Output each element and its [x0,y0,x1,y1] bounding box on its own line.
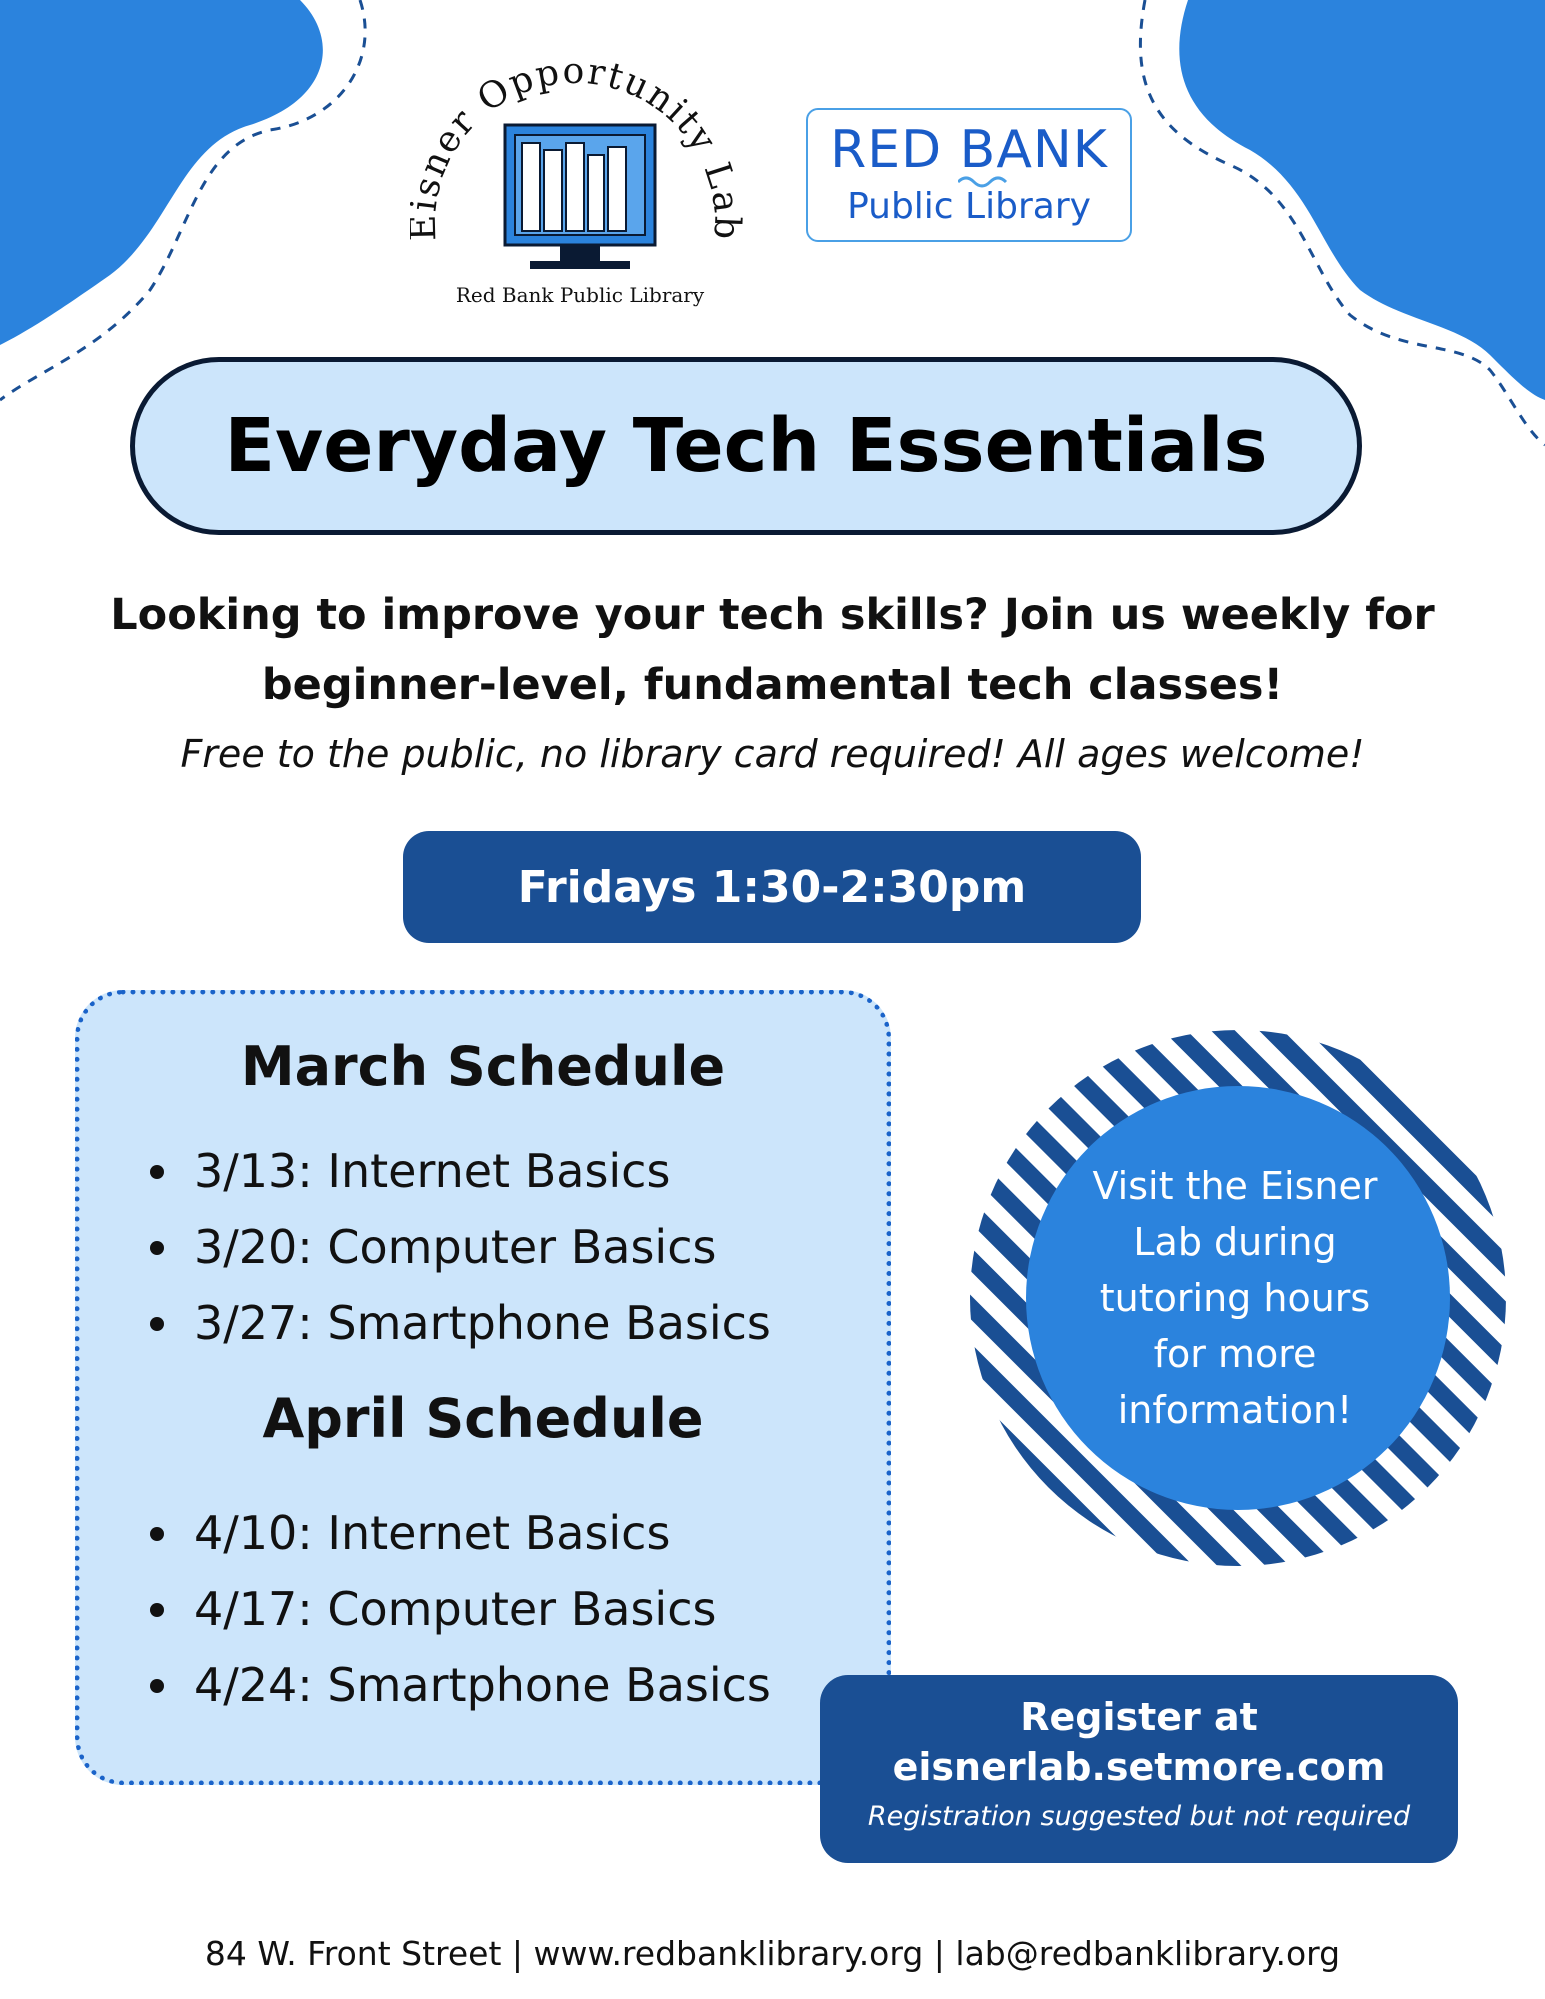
march-heading: March Schedule [240,1035,726,1098]
red-bank-logo [806,108,1132,242]
bullet-icon [150,1317,164,1331]
march-list [150,1133,771,1361]
bullet-icon [150,1679,164,1693]
list-item: 4/24: Smartphone Basics [150,1647,771,1723]
intro-line-2: beginner-level, fundamental tech classes! [261,660,1284,710]
list-item: 3/27: Smartphone Basics [150,1285,771,1361]
page-title: Everyday Tech Essentials [130,357,1362,535]
bullet-icon [150,1603,164,1617]
callout-line: information! [1117,1388,1353,1432]
register-panel [820,1675,1458,1863]
red-bank-logo-line1: RED BANK [830,120,1108,180]
eisner-emblem [410,55,750,285]
bullet-icon [150,1527,164,1541]
register-link[interactable]: eisnerlab.setmore.com [892,1745,1386,1789]
schedule-panel [75,990,891,1785]
callout-line: for more [1153,1332,1317,1376]
eisner-lab-logo [410,55,750,315]
register-note: Registration suggested but not required [867,1801,1411,1832]
intro-text [40,580,1505,720]
monitor-books-icon [505,125,655,269]
red-bank-logo-line2: Public Library [847,186,1091,227]
list-item: 4/17: Computer Basics [150,1571,771,1647]
register-label: Register at [1020,1695,1258,1739]
list-item: 4/10: Internet Basics [150,1495,771,1571]
time-badge: Fridays 1:30-2:30pm [403,831,1141,943]
callout-line: tutoring hours [1099,1276,1371,1320]
bullet-icon [150,1165,164,1179]
callout-line: Visit the Eisner [1092,1164,1378,1208]
callout-text [1025,1158,1445,1438]
eisner-subtitle: Red Bank Public Library [455,283,705,307]
callout-line: Lab during [1133,1220,1337,1264]
april-list [150,1495,771,1723]
footer-contact: 84 W. Front Street | www.redbanklibrary.org | lab@redbanklibrary.org [204,1934,1341,1973]
april-heading: April Schedule [262,1387,704,1450]
eisner-arc-text: sner Opportunity Lab [410,55,748,242]
bullet-icon [150,1241,164,1255]
list-item: 3/20: Computer Basics [150,1209,771,1285]
intro-line-1: Looking to improve your tech skills? Join us weekly for [110,590,1435,640]
list-item: 3/13: Internet Basics [150,1133,771,1209]
intro-italic: Free to the public, no library card required! All ages welcome! [180,732,1365,776]
